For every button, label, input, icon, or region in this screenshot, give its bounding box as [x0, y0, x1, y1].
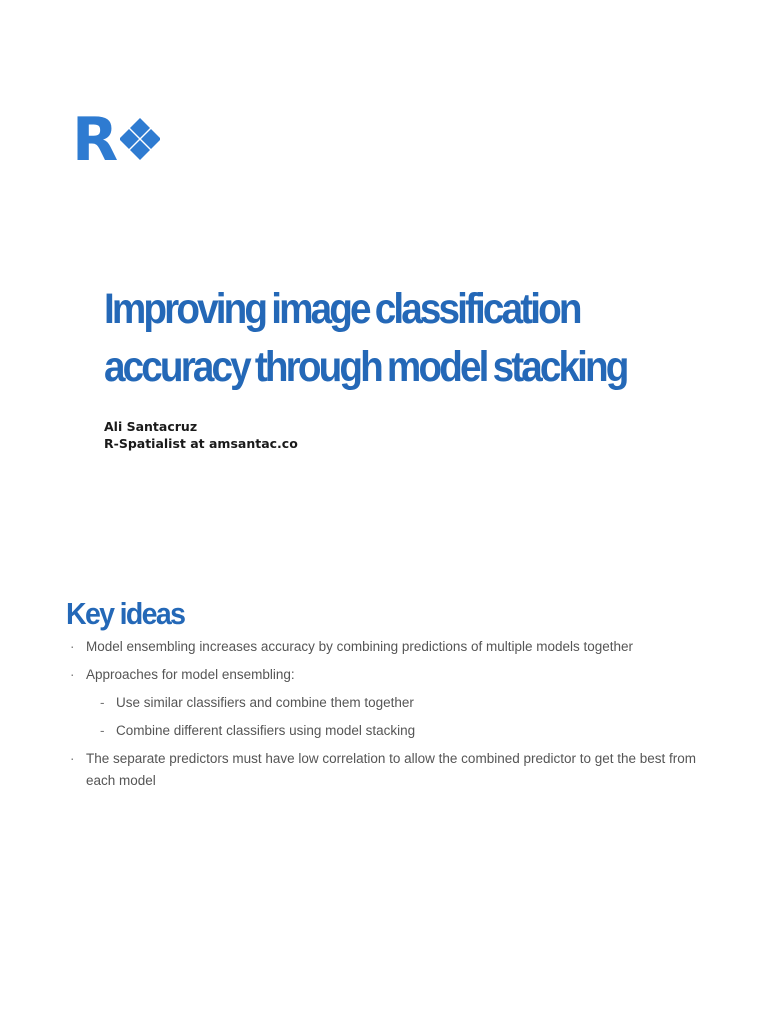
list-item [70, 748, 720, 792]
bullet-dot-icon: · [70, 751, 75, 766]
diamond-cluster-icon [120, 118, 160, 162]
bullet-dash-icon: - [100, 695, 105, 710]
list-item-text: Approaches for model ensembling: [86, 667, 295, 682]
logo-letter: R [72, 105, 117, 175]
list-item-text: Use similar classifiers and combine them together [116, 695, 414, 710]
list-item-text: Model ensembling increases accuracy by combining predictions of multiple models together [86, 639, 634, 654]
author-affiliation: R-Spatialist at amsantac.co [104, 436, 298, 451]
bullet-dot-icon: · [70, 667, 75, 682]
bullet-dot-icon: · [70, 639, 75, 654]
list-item [70, 664, 720, 686]
sub-list-item [100, 692, 720, 714]
author-block [104, 418, 298, 452]
logo [72, 105, 160, 175]
list-item [70, 636, 720, 658]
sub-list-item [100, 720, 720, 742]
section-title: Key ideas [66, 596, 185, 631]
bullet-dash-icon: - [100, 723, 105, 738]
list-item-text: The separate predictors must have low correlation to allow the combined predictor to get the best from each model [86, 751, 697, 788]
list-item-text: Combine different classifiers using model stacking [116, 723, 416, 738]
bullet-list [70, 636, 720, 798]
author-name: Ali Santacruz [104, 419, 198, 434]
slide-title: Improving image classification accuracy through model stacking [104, 285, 627, 391]
